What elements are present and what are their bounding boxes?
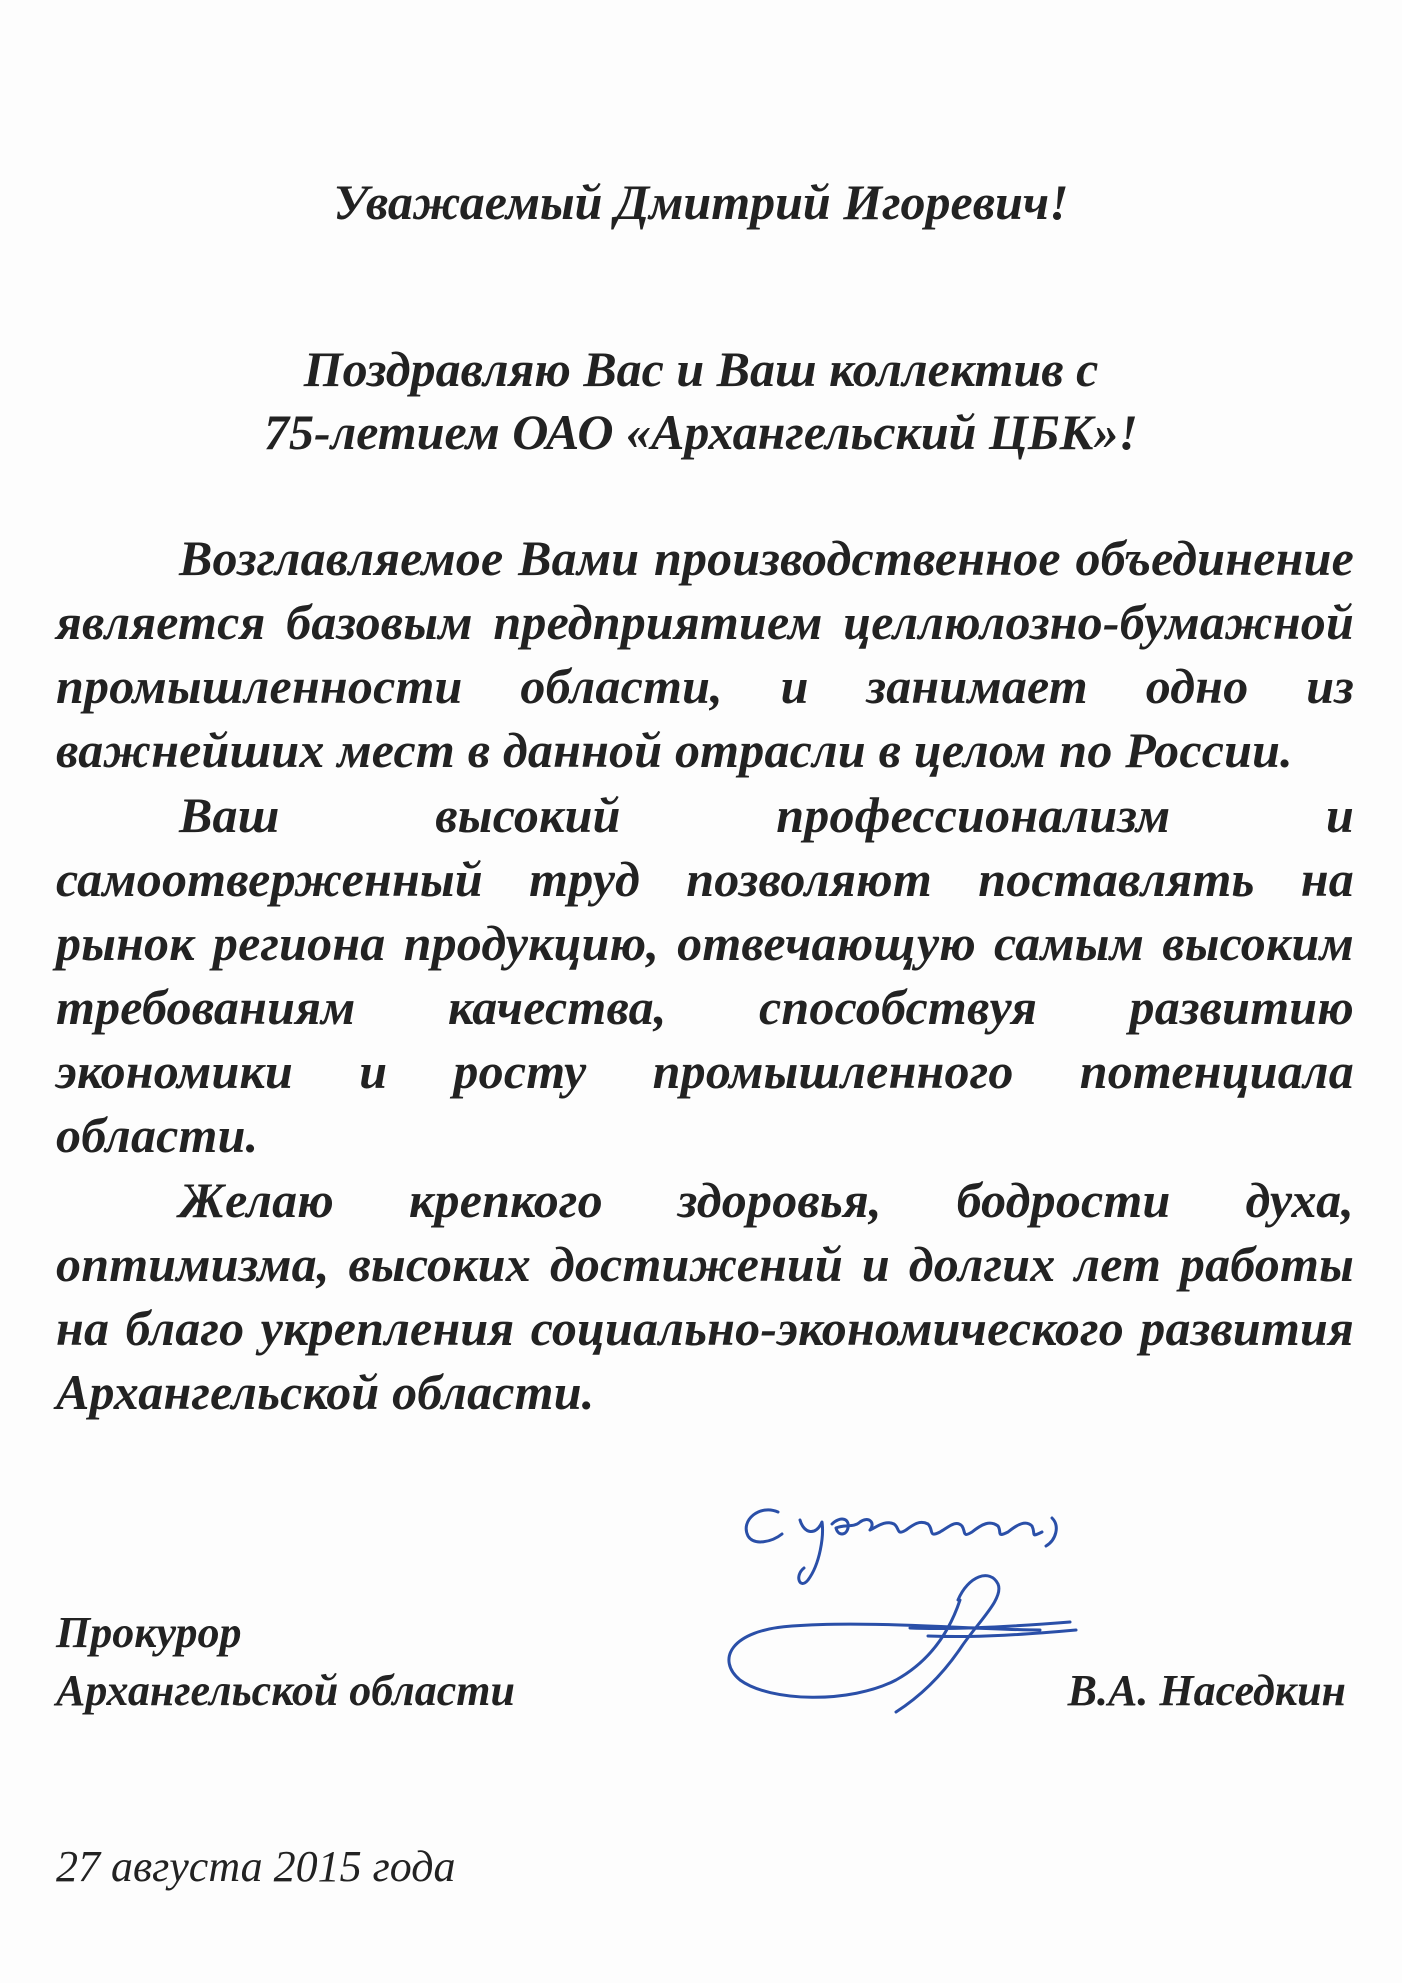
- congratulation-line: 75-летием ОАО «Архангельский ЦБК»!: [263, 404, 1139, 460]
- signatory-name: В.А. Наседкин: [1067, 1666, 1346, 1715]
- signatory-title-line: Архангельской области: [56, 1666, 515, 1715]
- letter-date: 27 августа 2015 года: [56, 1842, 456, 1891]
- body-paragraph: Желаю крепкого здоровья, бодрости духа, оптимизма, высоких достижений и долгих лет работы на благо укрепления социально-экономического развития Архангельской области.: [56, 1172, 1354, 1420]
- handwritten-signature: [700, 1480, 1340, 1800]
- handwritten-closing: [746, 1510, 1056, 1584]
- body-paragraph: Возглавляемое Вами производственное объединение является базовым предприятием целлюлозно-бумажной промышленности области, и занимает одно из важнейших мест в данной отрасли в целом по России.: [56, 530, 1354, 778]
- salutation: Уважаемый Дмитрий Игоревич!: [333, 174, 1069, 230]
- body-paragraph: Ваш высокий профессионализм и самоотверженный труд позволяют поставлять на рынок региона продукцию, отвечающую самым высоким требованиям качества, способствуя развитию экономики и росту промышленного потенциала области.: [56, 787, 1354, 1163]
- letter-body: [56, 526, 1354, 1425]
- signatory-title: [56, 1604, 515, 1720]
- congratulation-heading: [0, 338, 1402, 464]
- signature-flourish: [729, 1576, 1076, 1712]
- congratulation-line: Поздравляю Вас и Ваш коллектив с: [303, 341, 1099, 397]
- signatory-title-line: Прокурор: [56, 1608, 242, 1657]
